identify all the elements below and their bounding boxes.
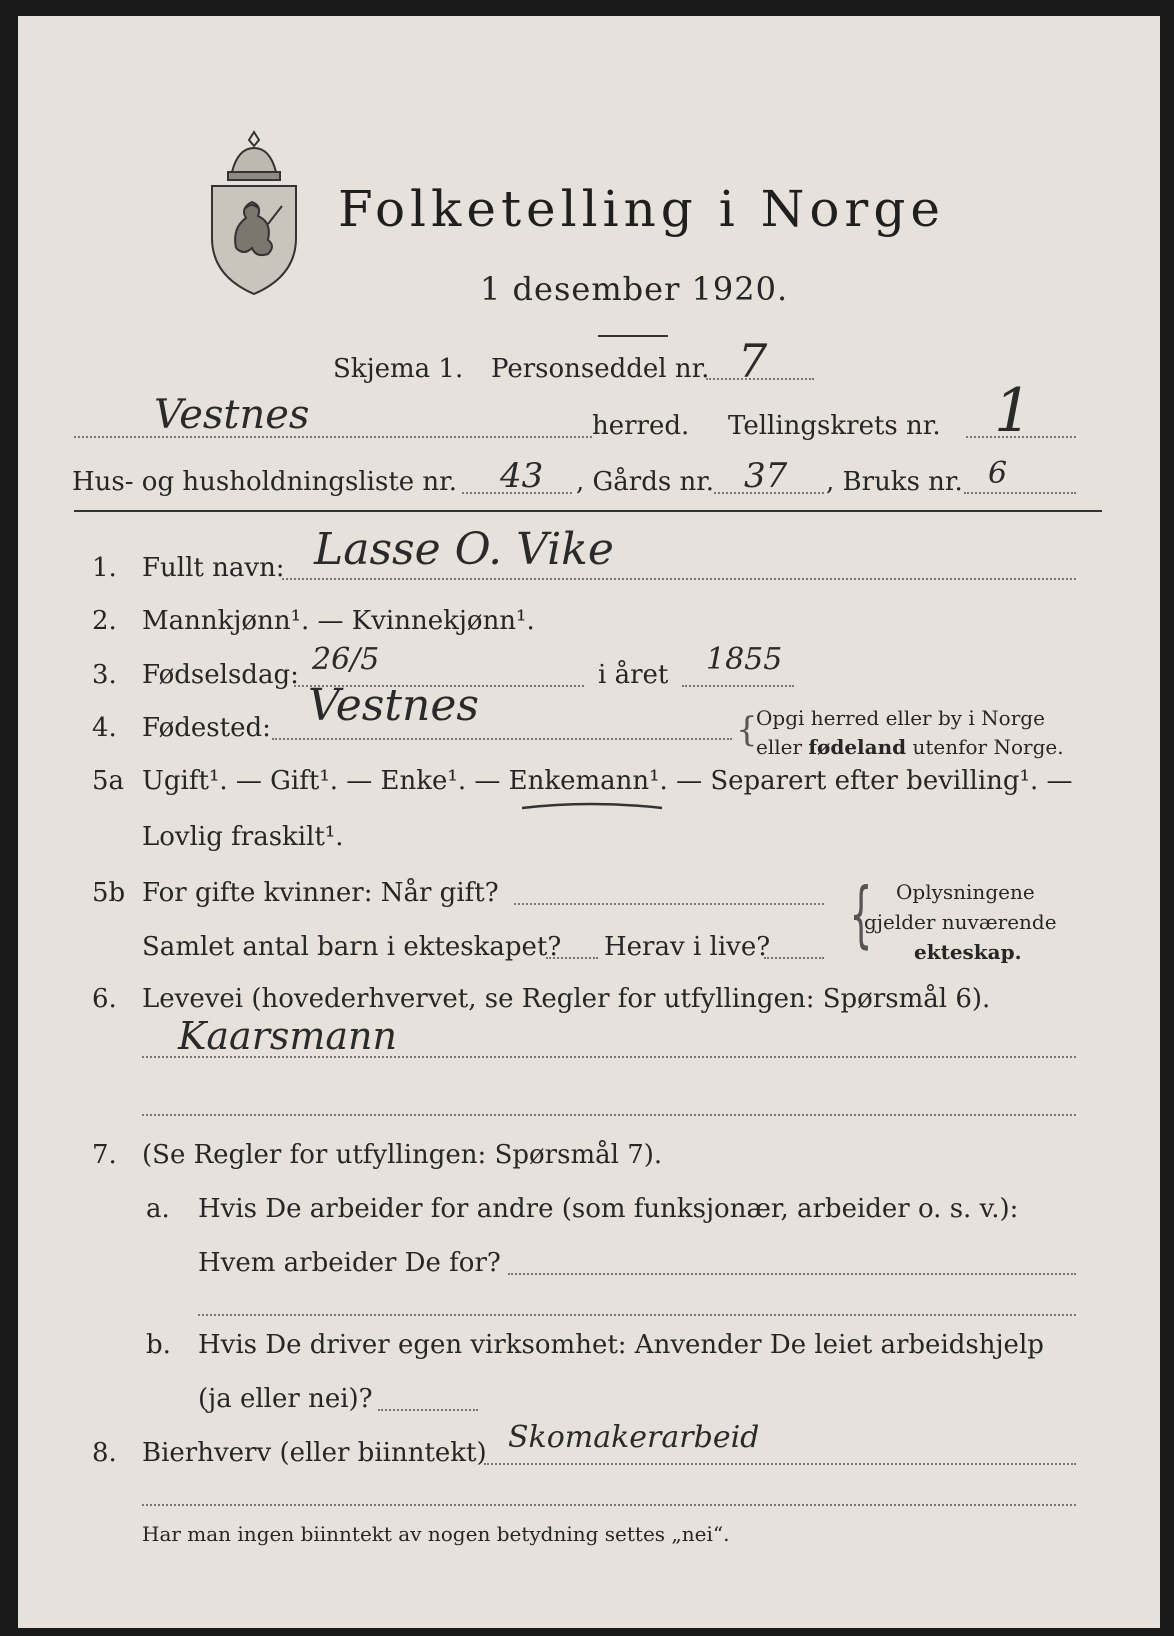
q4-note-line2 (756, 735, 1064, 759)
q4-note-line2-a: eller (756, 735, 809, 759)
q3-year-label: i året (598, 660, 669, 690)
q7a-letter: a. (146, 1194, 170, 1224)
personseddel-label: Personseddel nr. (491, 354, 710, 384)
hus-value: 43 (500, 456, 544, 496)
q7a-line1: Hvis De arbeider for andre (som funksjonær, arbeider o. s. v.): (198, 1194, 1019, 1224)
census-form-page (18, 16, 1160, 1628)
q1-number: 1. (92, 553, 117, 583)
q5b-line2-b: Herav i live? (604, 932, 771, 962)
census-date: 1 desember 1920. (480, 270, 789, 308)
q4-line (272, 738, 732, 740)
q7b-letter: b. (146, 1330, 171, 1360)
q5a-number: 5a (92, 766, 125, 796)
q7-label: (Se Regler for utfyllingen: Spørsmål 7). (142, 1140, 663, 1170)
q7a-answer-line1 (508, 1273, 1076, 1275)
gards-label: , Gårds nr. (576, 467, 715, 497)
q5b-line2-a: Samlet antal barn i ekteskapet? (142, 932, 562, 962)
q6-line2 (142, 1114, 1076, 1116)
q6-label: Levevei (hovederhvervet, se Regler for utfyllingen: Spørsmål 6). (142, 984, 991, 1014)
footer-note: Har man ingen biinntekt av nogen betydning settes „nei“. (142, 1522, 730, 1546)
q5b-number: 5b (92, 878, 126, 908)
q5b-note-line1: Oplysningene (896, 880, 1035, 904)
q4-note-line2-b: fødeland (808, 735, 907, 759)
q7b-line2: (ja eller nei)? (198, 1384, 373, 1414)
herred-line (74, 436, 592, 438)
q3-year-value: 1855 (706, 642, 783, 677)
q5b-gift-line (514, 903, 824, 905)
q6-value: Kaarsmann (178, 1014, 398, 1058)
q3-value: 26/5 (312, 642, 380, 677)
q5b-line1: For gifte kvinner: Når gift? (142, 878, 499, 908)
q7a-line2: Hvem arbeider De for? (198, 1248, 501, 1278)
q4-label: Fødested: (142, 713, 271, 743)
enkemann-underline-mark (520, 802, 664, 816)
q1-label: Fullt navn: (142, 553, 285, 583)
bruks-label: , Bruks nr. (826, 467, 963, 497)
norwegian-coat-of-arms-icon (206, 128, 302, 298)
title-divider (598, 335, 668, 337)
q5a-line1: Ugift¹. — Gift¹. — Enke¹. — Enkemann¹. — Separert efter bevilling¹. — (142, 766, 1073, 796)
q5b-bracket: { (849, 872, 873, 956)
bruks-value: 6 (988, 456, 1008, 491)
tellingskrets-label: Tellingskrets nr. (728, 411, 941, 441)
q5b-note-line2: gjelder nuværende (864, 910, 1057, 934)
q3-number: 3. (92, 660, 117, 690)
q7b-answer-line (378, 1409, 478, 1411)
q3-label: Fødselsdag: (142, 660, 299, 690)
bruks-line (964, 492, 1076, 494)
q2-number: 2. (92, 606, 117, 636)
q8-line1 (484, 1463, 1076, 1465)
q4-bracket: { (736, 710, 758, 750)
q8-number: 8. (92, 1438, 117, 1468)
gards-value: 37 (744, 456, 788, 496)
q5b-barn-line (546, 957, 598, 959)
q6-number: 6. (92, 984, 117, 1014)
q1-line (282, 578, 1076, 580)
q4-value: Vestnes (308, 680, 479, 731)
personseddel-value: 7 (738, 334, 768, 388)
q7-number: 7. (92, 1140, 117, 1170)
form-title: Folketelling i Norge (338, 180, 945, 238)
q3-year-line (682, 685, 794, 687)
q8-line2 (142, 1504, 1076, 1506)
q7a-answer-line2 (198, 1314, 1076, 1316)
q4-number: 4. (92, 713, 117, 743)
q1-value: Lasse O. Vike (314, 524, 614, 575)
herred-label: herred. (592, 411, 690, 441)
tellingskrets-value: 1 (994, 376, 1033, 446)
hus-label: Hus- og husholdningsliste nr. (72, 467, 458, 497)
q2-label: Mannkjønn¹. — Kvinnekjønn¹. (142, 606, 535, 636)
q5b-live-line (764, 957, 824, 959)
q4-note-line1: Opgi herred eller by i Norge (756, 706, 1045, 730)
herred-value: Vestnes (154, 392, 310, 438)
skjema-label: Skjema 1. (333, 354, 464, 384)
section-divider (74, 510, 1102, 512)
q5b-note-line3: ekteskap. (914, 940, 1022, 964)
q4-note-line2-c: utenfor Norge. (906, 735, 1064, 759)
q8-value: Skomakerarbeid (508, 1420, 760, 1455)
q7b-line1: Hvis De driver egen virksomhet: Anvender De leiet arbeidshjelp (198, 1330, 1044, 1360)
q5a-line2: Lovlig fraskilt¹. (142, 822, 344, 852)
q8-label: Bierhverv (eller biinntekt) (142, 1438, 487, 1468)
